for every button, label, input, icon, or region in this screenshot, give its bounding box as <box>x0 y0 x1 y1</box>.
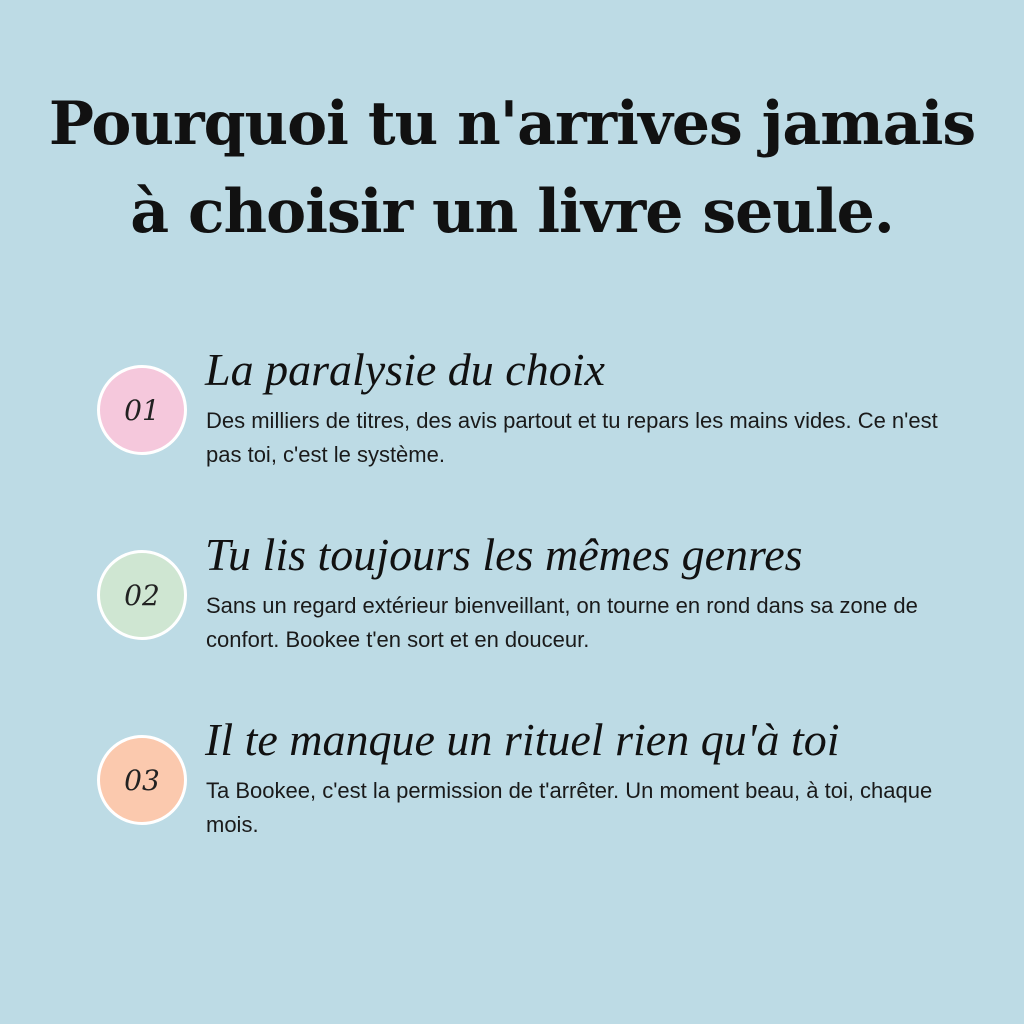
headline-line-1: Pourquoi tu n'arrives jamais <box>48 89 976 159</box>
headline <box>0 80 1024 256</box>
reason-item-1 <box>97 340 957 525</box>
reason-description: Ta Bookee, c'est la permission de t'arrêter. Un moment beau, à toi, chaque mois. <box>206 778 933 837</box>
number-badge: 02 <box>97 550 187 640</box>
reason-title: Il te manque un rituel rien qu'à toi <box>205 714 840 765</box>
reason-description: Des milliers de titres, des avis partout et tu repars les mains vides. Ce n'est pas toi, c'est le système. <box>206 408 938 467</box>
reason-item-3 <box>97 710 957 895</box>
number-badge: 01 <box>97 365 187 455</box>
reason-description: Sans un regard extérieur bienveillant, on tourne en rond dans sa zone de confort. Bookee t'en sort et en douceur. <box>206 593 918 652</box>
reason-title: Tu lis toujours les mêmes genres <box>205 529 803 580</box>
number-badge: 03 <box>97 735 187 825</box>
reason-item-2 <box>97 525 957 710</box>
reasons-list <box>97 340 957 895</box>
reason-title: La paralysie du choix <box>205 344 605 395</box>
headline-line-2: à choisir un livre seule. <box>130 177 894 247</box>
